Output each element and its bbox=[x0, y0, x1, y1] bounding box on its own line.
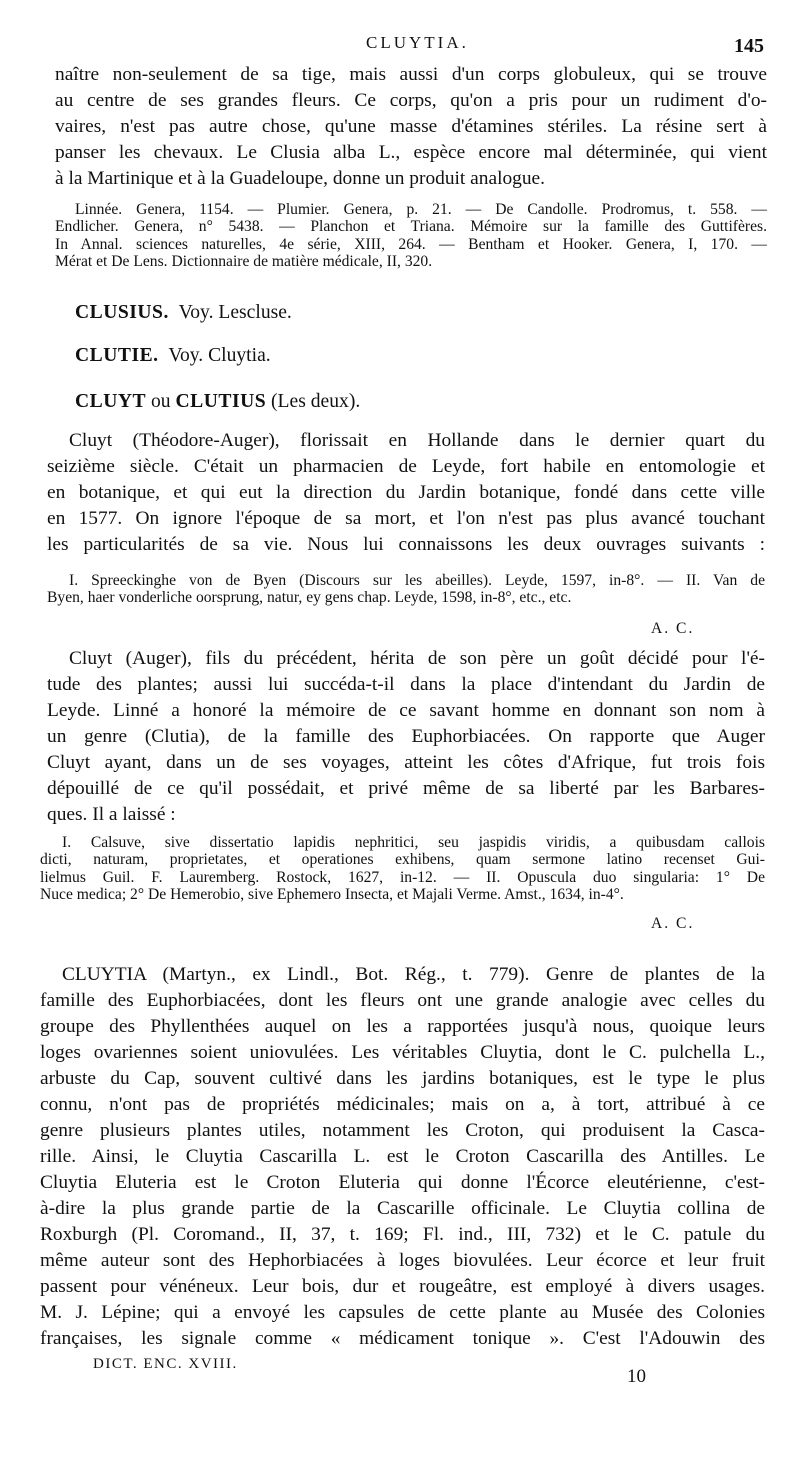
entry-head: CLUTIUS bbox=[175, 391, 267, 412]
text-line: Cluyt (Théodore-Auger), florissait en Hollande dans le dernier quart du bbox=[69, 430, 765, 451]
reference-line: In Annal. sciences naturelles, 4e série, XIII, 264. — Bentham et Hooker. Genera, I, 170. — bbox=[55, 235, 767, 253]
text-line: en 1577. On ignore l'époque de sa mort, et l'on n'est pas plus avancé touchant bbox=[47, 507, 765, 529]
text-line: panser les chevaux. Le Clusia alba L., espèce encore mal déterminée, qui vient bbox=[55, 141, 767, 163]
text-line: Leyde. Linné a honoré la mémoire de ce savant homme en donnant son nom à bbox=[47, 699, 765, 721]
text-line: françaises, les signale comme « médicament tonique ». C'est l'Adouwin des bbox=[40, 1327, 765, 1349]
text-line: tude des plantes; aussi lui succéda-t-il dans la place d'intendant du Jardin de bbox=[47, 673, 765, 695]
paragraph-cluyt-theodore bbox=[47, 428, 765, 558]
text-line: un genre (Clutia), de la famille des Euphorbiacées. On rapporte que Auger bbox=[47, 725, 765, 747]
printer-signature: DICT. ENC. XVIII. bbox=[93, 1356, 238, 1372]
references-auger bbox=[40, 834, 765, 904]
reference-line: Endlicher. Genera, n° 5438. — Planchon et Triana. Mémoire sur la famille des Guttifères. bbox=[55, 218, 767, 236]
text-line: loges ovariennes soient uniovulées. Les véritables Cluytia, dont le C. pulchella L., bbox=[40, 1041, 765, 1063]
entry-note: (Les deux). bbox=[271, 391, 361, 412]
text-line: même auteur sont des Hephorbiacées à loges biovulées. Leur écorce et leur fruit bbox=[40, 1249, 765, 1271]
paragraph-intro bbox=[55, 62, 767, 192]
text-line: M. J. Lépine; qui a envoyé les capsules de cette plante au Musée des Colonies bbox=[40, 1301, 765, 1323]
entry-clutie bbox=[75, 343, 271, 369]
running-title: CLUYTIA. bbox=[366, 33, 469, 52]
paragraph-cluytia bbox=[40, 962, 765, 1352]
text-line: ques. Il a laissé : bbox=[47, 803, 176, 825]
reference-line: Mérat et De Lens. Dictionnaire de matière médicale, II, 320. bbox=[55, 253, 433, 271]
text-line: à-dire la plus grande partie de la Cascarille officinale. Le Cluytia collina de bbox=[40, 1197, 765, 1219]
entry-cluyt-clutius bbox=[75, 389, 360, 415]
text-line: vaires, n'est pas autre chose, qu'une masse d'étamines stériles. La résine sert à bbox=[55, 115, 767, 137]
text-line: naître non-seulement de sa tige, mais aussi d'un corps globuleux, qui se trouve bbox=[55, 64, 767, 85]
references-theodore bbox=[47, 572, 765, 607]
text-line: Cluytia Eluteria est le Croton Eluteria qui donne l'Écorce eleutérienne, c'est- bbox=[40, 1171, 765, 1193]
text-line: passent pour vénéneux. Leur bois, dur et rougeâtre, est employé à divers usages. bbox=[40, 1275, 765, 1297]
text-line: les particularités de sa vie. Nous lui connaissons les deux ouvrages suivants : bbox=[47, 533, 765, 555]
text-line: à la Martinique et à la Guadeloupe, donne un produit analogue. bbox=[55, 167, 545, 189]
reference-line: I. Calsuve, sive dissertatio lapidis nephritici, seu jaspidis viridis, a quibusdam callois bbox=[62, 834, 765, 851]
text-line: famille des Euphorbiacées, dont les fleurs ont une grande analogie avec celles du bbox=[40, 989, 765, 1011]
text-line: Cluyt (Auger), fils du précédent, hérita de son père un goût décidé pour l'é- bbox=[69, 648, 765, 669]
entry-crossref: Voy. Cluytia. bbox=[168, 345, 271, 366]
reference-line: I. Spreeckinghe von de Byen (Discours sur les abeilles). Leyde, 1597, in-8°. — II. Van de bbox=[69, 572, 765, 589]
reference-line: lielmus Guil. F. Lauremberg. Rostock, 1627, in-12. — II. Opuscula duo singularia: 1° De bbox=[40, 868, 765, 886]
text-line: en botanique, et qui eut la direction du Jardin botanique, fondé dans cette ville bbox=[47, 481, 765, 503]
text-line: rille. Ainsi, le Cluytia Cascarilla L. est le Croton Cascarilla des Antilles. Le bbox=[40, 1145, 765, 1167]
entry-conjunction: ou bbox=[151, 391, 171, 412]
text-line: CLUYTIA (Martyn., ex Lindl., Bot. Rég., t. 779). Genre de plantes de la bbox=[62, 964, 765, 985]
text-line: groupe des Phyllenthées auquel on les a rapportées jusqu'à nous, quoique leurs bbox=[40, 1015, 765, 1037]
text-line: connu, n'ont pas de propriétés médicinales; mais on a, à tort, attribué à ce bbox=[40, 1093, 765, 1115]
entry-head: CLUYT bbox=[75, 391, 147, 412]
entry-clusius bbox=[75, 300, 292, 326]
author-signature: A. C. bbox=[651, 620, 695, 637]
reference-line: dicti, naturam, proprietates, et operationes exhibens, quam sermone latino recenset Gui- bbox=[40, 851, 765, 869]
entry-crossref: Voy. Lescluse. bbox=[178, 302, 292, 323]
text-line: Roxburgh (Pl. Coromand., II, 37, t. 169; Fl. ind., III, 732) et le C. patule du bbox=[40, 1223, 765, 1245]
entry-head: CLUSIUS. bbox=[75, 302, 169, 323]
text-line: au centre de ses grandes fleurs. Ce corps, qu'on a pris pour un rudiment d'o- bbox=[55, 89, 767, 111]
sheet-number: 10 bbox=[627, 1366, 646, 1387]
text-line: arbuste du Cap, souvent cultivé dans les jardins botaniques, est le type le plus bbox=[40, 1067, 765, 1089]
author-signature: A. C. bbox=[651, 915, 695, 932]
reference-line: Linnée. Genera, 1154. — Plumier. Genera, p. 21. — De Candolle. Prodromus, t. 558. — bbox=[75, 201, 767, 218]
reference-line: Nuce medica; 2° De Hemerobio, sive Ephemero Insecta, et Majali Verme. Amst., 1634, in-4°. bbox=[40, 886, 624, 904]
text-line: genre plusieurs plantes utiles, notamment les Croton, qui produisent la Casca- bbox=[40, 1119, 765, 1141]
text-line: seizième siècle. C'était un pharmacien de Leyde, fort habile en entomologie et bbox=[47, 455, 765, 477]
text-line: Cluyt ayant, dans un de ses voyages, atteint les côtes d'Afrique, fut trois fois bbox=[47, 751, 765, 773]
text-line: dépouillé de ce qu'il possédait, et privé même de sa liberté par les Barbares- bbox=[47, 777, 765, 799]
page-number: 145 bbox=[734, 35, 764, 57]
references-intro bbox=[55, 201, 767, 271]
reference-line: Byen, haer vonderliche oorsprung, natur, ey gens chap. Leyde, 1598, in-8°, etc., etc. bbox=[47, 589, 572, 607]
paragraph-cluyt-auger bbox=[47, 646, 765, 828]
entry-head: CLUTIE. bbox=[75, 345, 159, 366]
